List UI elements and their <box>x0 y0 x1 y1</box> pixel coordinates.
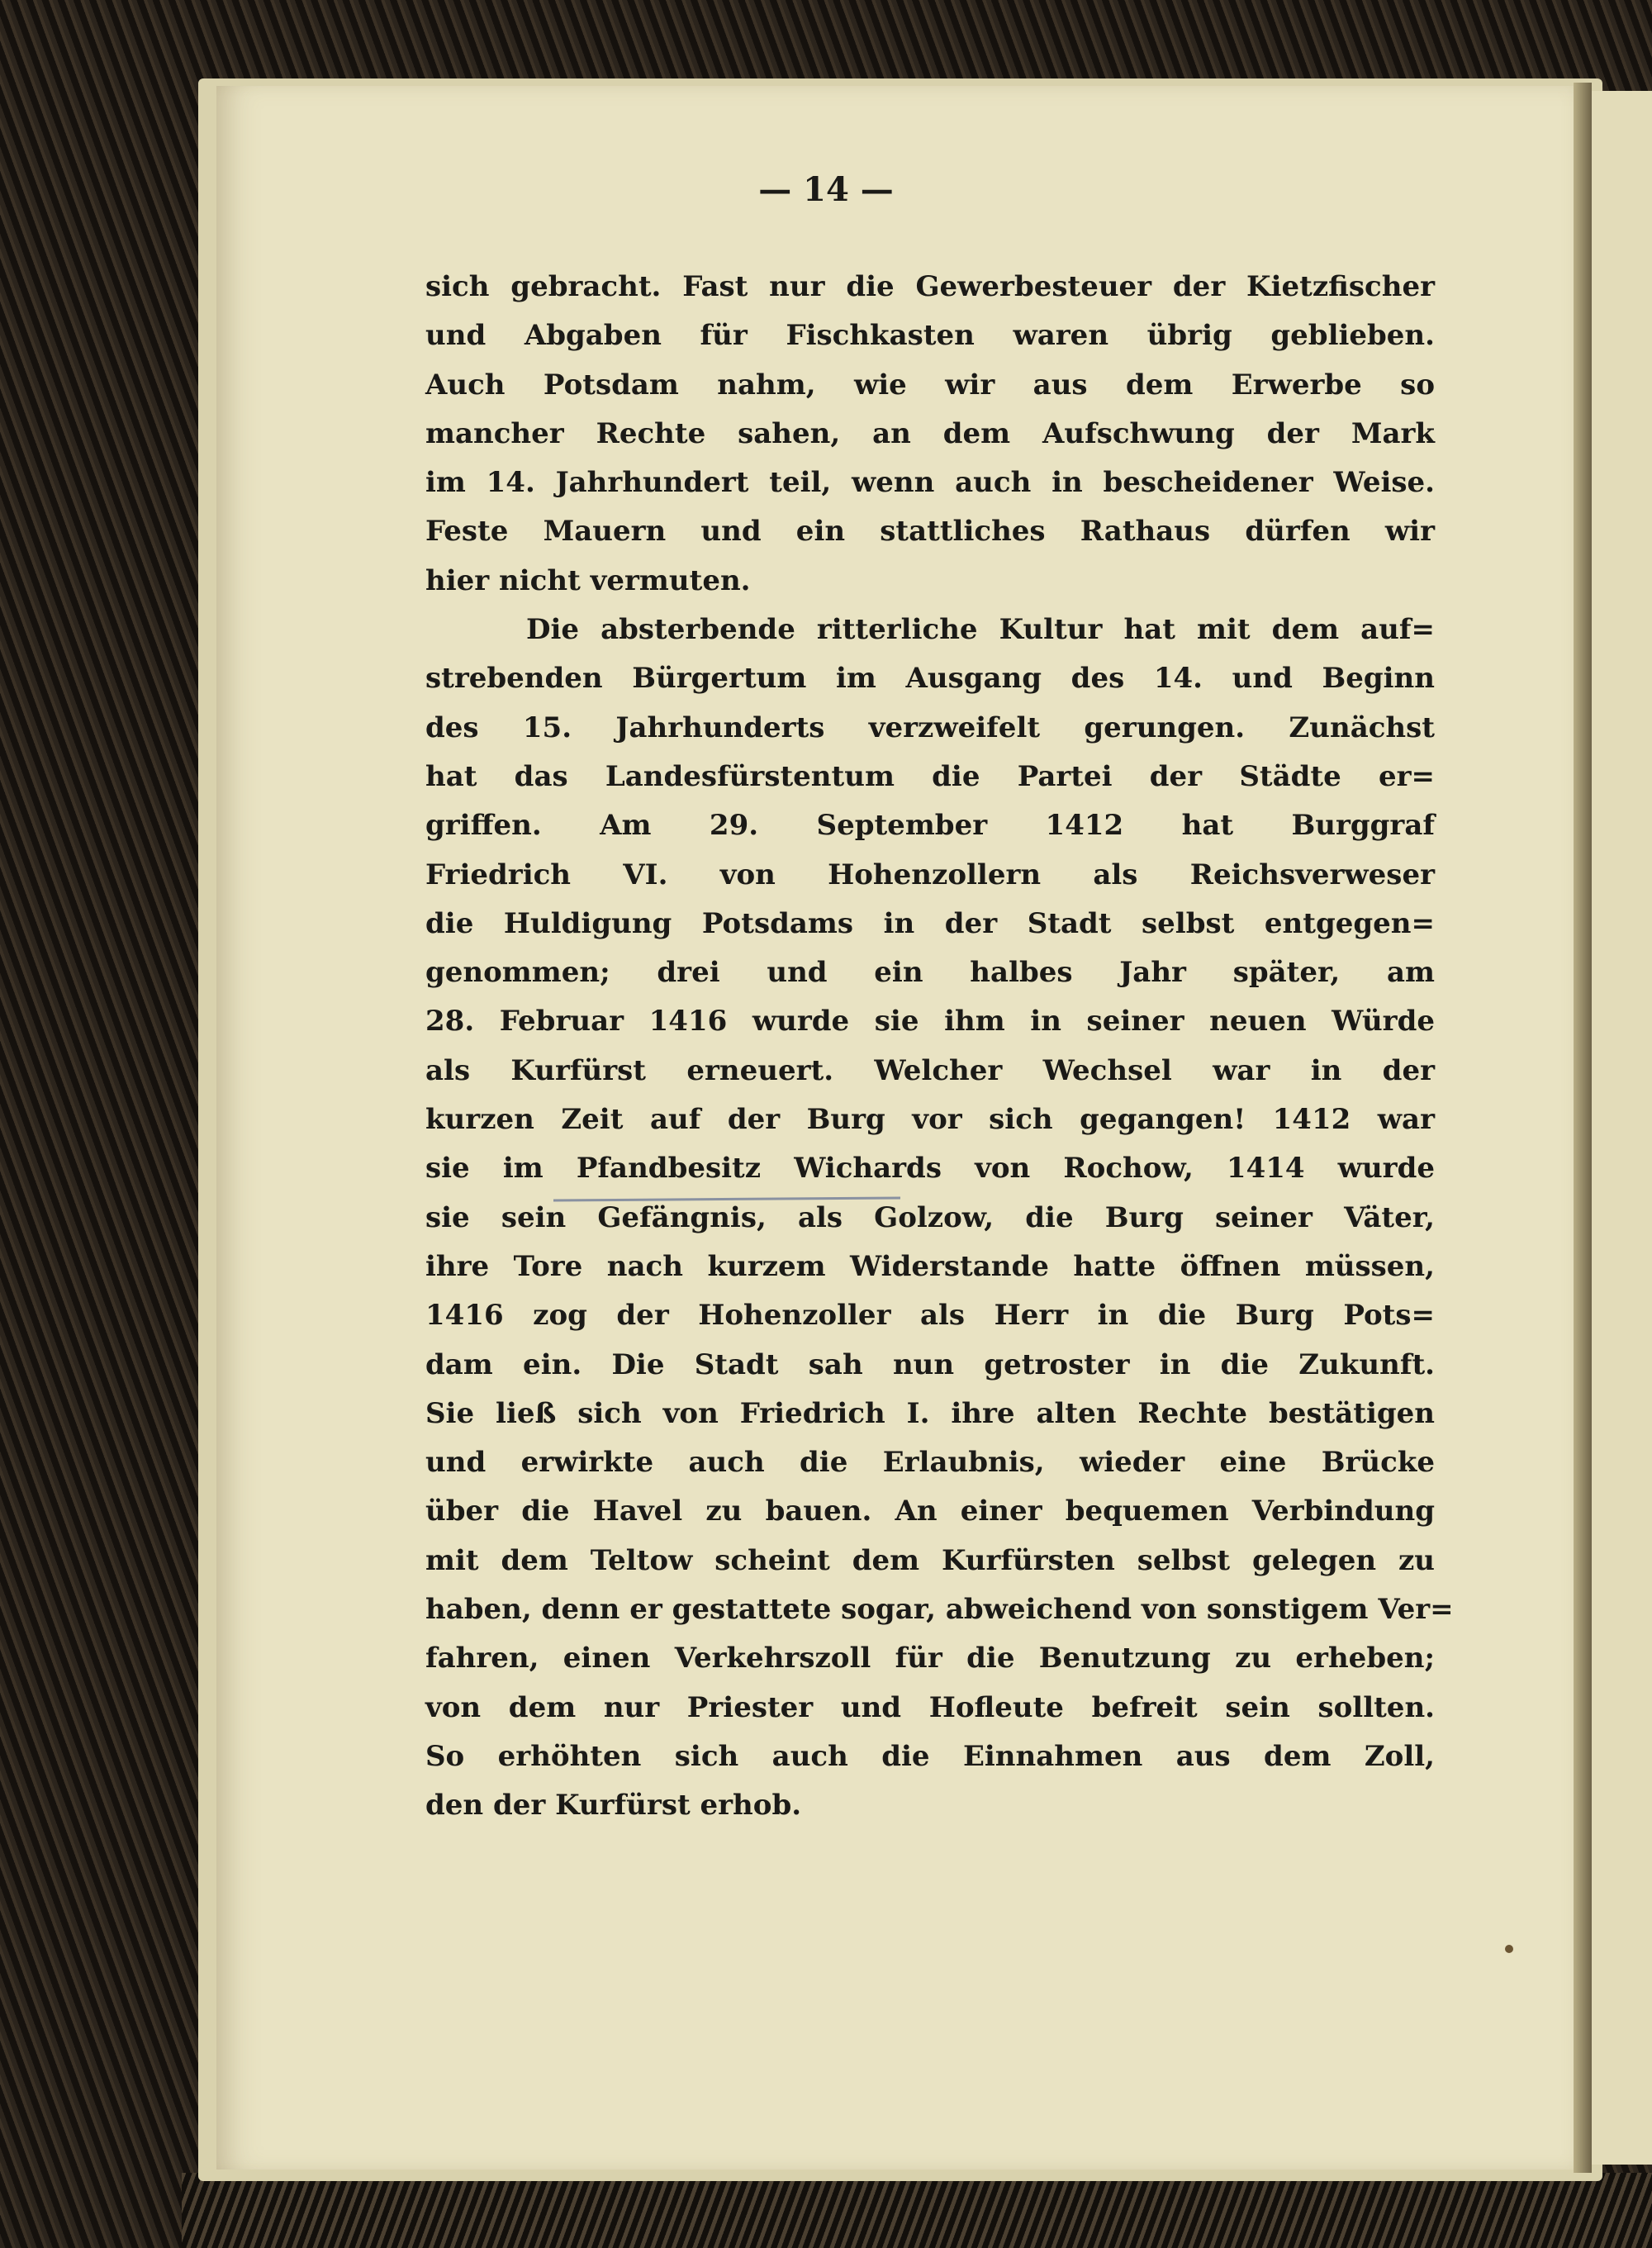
book-gutter <box>1574 83 1592 2173</box>
text-line: haben, denn er gestattete sogar, abweichend von sonstigem Ver= <box>425 1593 1454 1627</box>
text-line: mancher Rechte sahen, an dem Aufschwung der Mark <box>425 416 1435 450</box>
text-line: So erhöhten sich auch die Einnahmen aus dem Zoll, <box>425 1739 1435 1773</box>
text-line: dam ein. Die Stadt sah nun getroster in die Zukunft. <box>425 1347 1435 1381</box>
text-line: Friedrich VI. von Hohenzollern als Reichsverweser <box>425 858 1435 891</box>
text-line: als Kurfürst erneuert. Welcher Wechsel war in der <box>425 1053 1435 1087</box>
text-line: Die absterbende ritterliche Kultur hat mit dem auf= <box>526 613 1435 647</box>
text-line: 1416 zog der Hohenzoller als Herr in die Burg Pots= <box>425 1299 1435 1333</box>
text-line: sie sein Gefängnis, als Golzow, die Burg seiner Väter, <box>425 1200 1435 1234</box>
paper-spot <box>1505 1945 1513 1953</box>
text-line: Feste Mauern und ein stattliches Rathaus dürfen wir <box>425 515 1435 549</box>
text-line: Sie ließ sich von Friedrich I. ihre alten Rechte bestätigen <box>425 1396 1435 1430</box>
text-line: die Huldigung Potsdams in der Stadt selbst entgegen= <box>425 906 1435 940</box>
text-line: im 14. Jahrhundert teil, wenn auch in bescheidener Weise. <box>425 466 1435 500</box>
text-line: 28. Februar 1416 wurde sie ihm in seiner neuen Würde <box>425 1005 1435 1038</box>
text-line: des 15. Jahrhunderts verzweifelt gerungen. Zunächst <box>425 711 1435 744</box>
text-line: sich gebracht. Fast nur die Gewerbesteuer der Kietzfischer <box>425 270 1435 303</box>
text-line: mit dem Teltow scheint dem Kurfürsten selbst gelegen zu <box>425 1543 1435 1577</box>
text-line: griffen. Am 29. September 1412 hat Burggraf <box>425 809 1435 843</box>
text-line: genommen; drei und ein halbes Jahr später, am <box>425 956 1435 990</box>
text-line: hat das Landesfürstentum die Partei der Städte er= <box>425 759 1435 793</box>
text-line: strebenden Bürgertum im Ausgang des 14. und Beginn <box>425 662 1435 696</box>
text-line: hier nicht vermuten. <box>425 563 751 597</box>
book-cover-edge <box>182 2173 1652 2248</box>
text-line: den der Kurfürst erhob. <box>425 1789 802 1823</box>
text-line: und Abgaben für Fischkasten waren übrig geblieben. <box>425 319 1435 353</box>
page-number: — 14 — <box>758 170 894 209</box>
text-line: Auch Potsdam nahm, wie wir aus dem Erwerbe so <box>425 368 1435 402</box>
text-line: und erwirkte auch die Erlaubnis, wieder eine Brücke <box>425 1446 1435 1480</box>
body-text <box>425 263 1454 1831</box>
text-line: kurzen Zeit auf der Burg vor sich gegangen! 1412 war <box>425 1103 1435 1137</box>
text-line: über die Havel zu bauen. An einer bequemen Verbindung <box>425 1495 1435 1528</box>
text-line: ihre Tore nach kurzem Widerstande hatte öffnen müssen, <box>425 1249 1435 1283</box>
text-line: von dem nur Priester und Hofleute befreit sein sollten. <box>425 1690 1435 1724</box>
text-line: fahren, einen Verkehrszoll für die Benutzung zu erheben; <box>425 1642 1435 1675</box>
text-line: sie im Pfandbesitz Wichards von Rochow, 1414 wurde <box>425 1152 1435 1186</box>
facing-page-edge <box>1592 91 1652 2165</box>
